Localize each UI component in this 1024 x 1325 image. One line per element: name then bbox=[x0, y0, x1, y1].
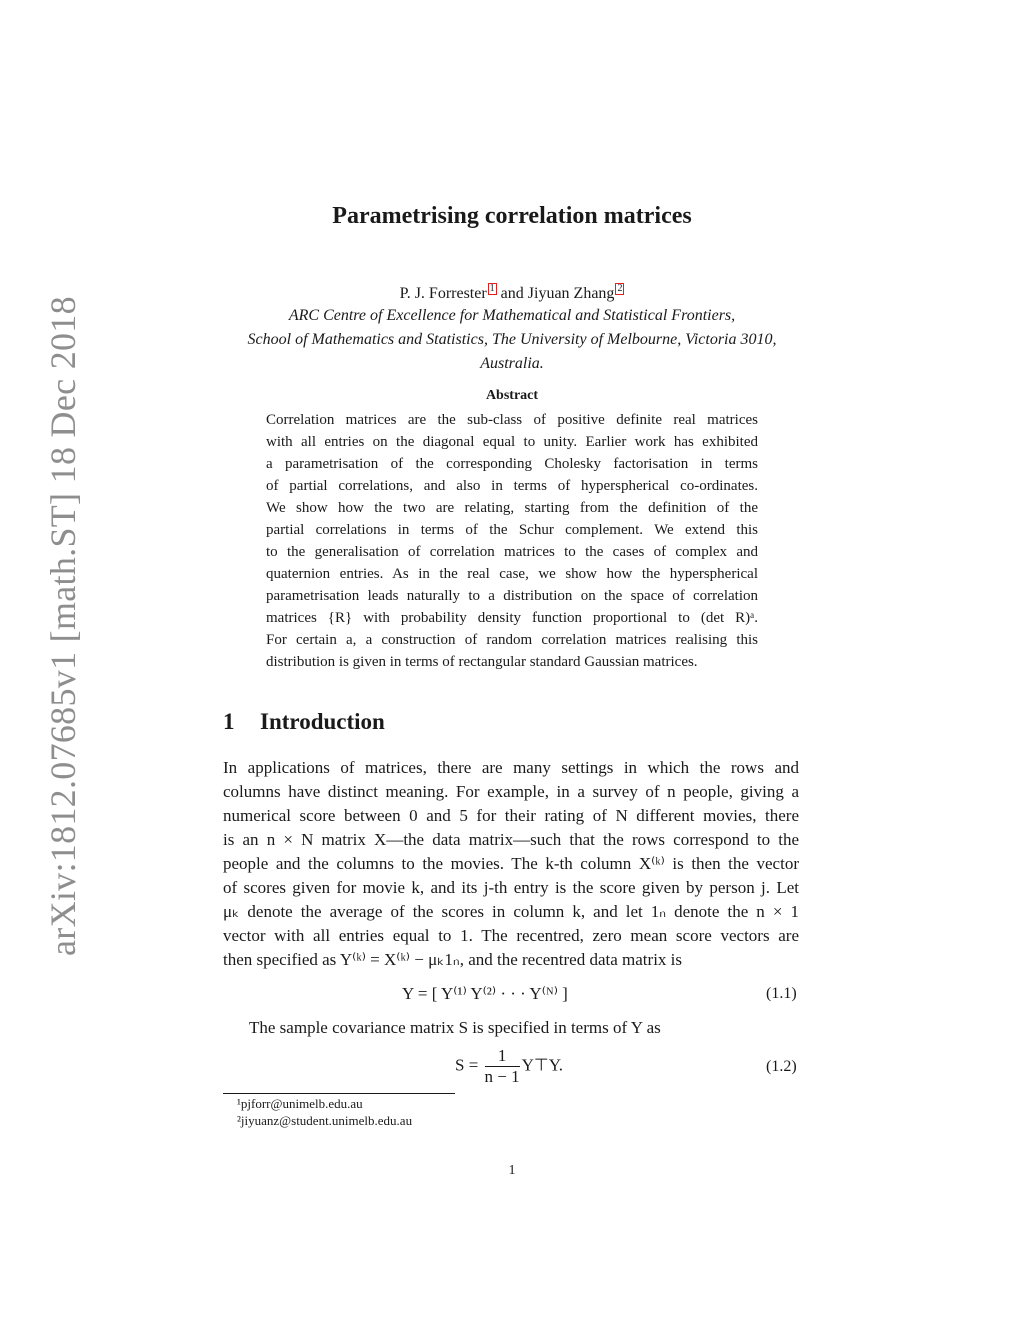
affiliation-line: School of Mathematics and Statistics, The University of Melbourne, Victoria 3010, bbox=[247, 331, 777, 348]
abstract-line: matrices {R} with probability density function proportional to (det R)ᵃ. bbox=[266, 610, 758, 626]
equation-1-2 bbox=[455, 1046, 563, 1087]
paper-title: Parametrising correlation matrices bbox=[332, 203, 692, 229]
fraction-numerator: 1 bbox=[485, 1046, 520, 1067]
abstract-line: to the generalisation of correlation matrices to the cases of complex and bbox=[266, 544, 758, 560]
body-line: numerical score between 0 and 5 for their rating of N different movies, there bbox=[223, 806, 799, 825]
body-line: μₖ denote the average of the scores in column k, and let 1ₙ denote the n × 1 bbox=[223, 902, 799, 921]
footnote-link-1[interactable]: 1 bbox=[489, 283, 495, 294]
author-line bbox=[0, 283, 1024, 303]
body-line: In applications of matrices, there are many settings in which the rows and bbox=[223, 758, 799, 777]
author-1: P. J. Forrester bbox=[399, 285, 487, 302]
affiliation-line: Australia. bbox=[480, 355, 544, 372]
section-title: Introduction bbox=[260, 709, 385, 734]
footnote-rule bbox=[223, 1093, 455, 1094]
abstract-line: of partial correlations, and also in terms of hyperspherical co-ordinates. bbox=[266, 478, 758, 494]
section-number: 1 bbox=[223, 709, 235, 734]
footnote-1: ¹pjforr@unimelb.edu.au bbox=[237, 1096, 363, 1111]
body-line: of scores given for movie k, and its j-th entry is the score given by person j. Let bbox=[223, 878, 799, 897]
equation-number: (1.1) bbox=[766, 985, 797, 1002]
equation-number: (1.2) bbox=[766, 1058, 797, 1075]
footnote-2: ²jiyuanz@student.unimelb.edu.au bbox=[237, 1113, 413, 1128]
abstract-heading: Abstract bbox=[485, 388, 539, 403]
equation-lhs: S = bbox=[455, 1055, 479, 1075]
page-number: 1 bbox=[508, 1163, 516, 1178]
body-line: columns have distinct meaning. For example, in a survey of n people, giving a bbox=[223, 782, 799, 801]
abstract-line: For certain a, a construction of random correlation matrices realising this bbox=[266, 632, 758, 648]
equation-1-1: Y = [ Y⁽¹⁾ Y⁽²⁾ · · · Y⁽ᴺ⁾ ] bbox=[402, 984, 568, 1003]
abstract-line: quaternion entries. As in the real case, we show how the hyperspherical bbox=[266, 566, 758, 582]
affiliation-line: ARC Centre of Excellence for Mathematical and Statistical Frontiers, bbox=[288, 307, 736, 324]
abstract-line: We show how the two are relating, starting from the definition of the bbox=[266, 500, 758, 516]
abstract-line: parametrisation leads naturally to a distribution on the space of correlation bbox=[266, 588, 758, 604]
body-line: people and the columns to the movies. The k-th column X⁽ᵏ⁾ is then the vector bbox=[223, 854, 799, 873]
abstract-line: a parametrisation of the corresponding Cholesky factorisation in terms bbox=[266, 456, 758, 472]
abstract-line: partial correlations in terms of the Schur complement. We extend this bbox=[266, 522, 758, 538]
body-line: vector with all entries equal to 1. The recentred, zero mean score vectors are bbox=[223, 926, 799, 945]
abstract-line: Correlation matrices are the sub-class of positive definite real matrices bbox=[266, 412, 758, 428]
body-line: is an n × N matrix X—the data matrix—such that the rows correspond to the bbox=[223, 830, 799, 849]
body-line: then specified as Y⁽ᵏ⁾ = X⁽ᵏ⁾ − μₖ1ₙ, and the recentred data matrix is bbox=[223, 950, 683, 969]
author-conjunction: and bbox=[500, 285, 524, 302]
footnote-link-2[interactable]: 2 bbox=[617, 283, 623, 294]
abstract-line: with all entries on the diagonal equal to unity. Earlier work has exhibited bbox=[266, 434, 758, 450]
fraction bbox=[485, 1046, 520, 1087]
equation-rhs: Y⊤Y. bbox=[521, 1055, 564, 1075]
abstract-line: distribution is given in terms of rectangular standard Gaussian matrices. bbox=[266, 654, 698, 670]
arxiv-sidebar-stamp: arXiv:1812.07685v1 [math.ST] 18 Dec 2018 bbox=[43, 296, 83, 956]
body-line: The sample covariance matrix S is specified in terms of Y as bbox=[249, 1018, 661, 1037]
author-2: Jiyuan Zhang bbox=[527, 285, 615, 302]
fraction-denominator: n − 1 bbox=[484, 1067, 520, 1086]
